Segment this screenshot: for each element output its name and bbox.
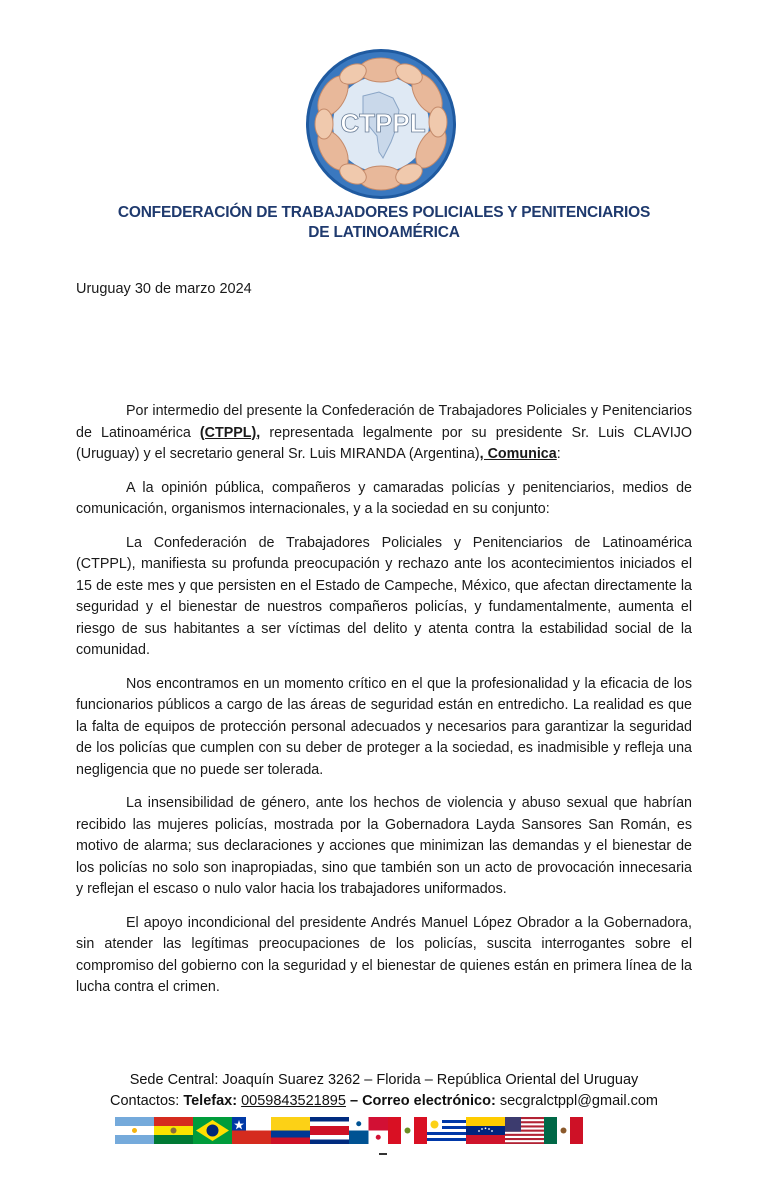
ctppl-logo <box>305 48 457 200</box>
letter-date: Uruguay 30 de marzo 2024 <box>76 281 252 297</box>
usa-flag <box>505 1117 544 1144</box>
paragraph: A la opinión pública, compañeros y camaradas policías y penitenciarios, medios de comunicación, organismos internacionales, y a la sociedad en su conjunto: <box>76 479 692 517</box>
argentina-flag <box>115 1117 154 1144</box>
intro-paragraph <box>76 401 692 466</box>
flags-row <box>115 1117 583 1145</box>
logo-text: CTPPL <box>340 108 426 138</box>
organization-title-line1: CONFEDERACIÓN DE TRABAJADORES POLICIALES Y PENITENCIARIOS <box>117 204 651 221</box>
intro-text-3: : <box>556 446 561 462</box>
paragraph: La Confederación de Trabajadores Policiales y Penitenciarios de Latinoamérica (CTPPL), manifiesta su profunda preocupación y rechazo ante los acontecimientos iniciados el 15 de este mes y que persisten en el Estado de Campeche, México, que afectan directamente la seguridad y el bienestar de nuestros compañeros policías, y fundamentalmente, aumenta el riesgo de sus habitantes a ser víctimas del delito y atenta contra la estabilidad social de la comunidad. <box>76 534 692 658</box>
panama-flag <box>349 1117 388 1144</box>
contacts-label: Contactos: <box>109 1093 184 1109</box>
intro-acronym: (CTPPL), <box>199 424 261 441</box>
venezuela-flag <box>466 1117 505 1144</box>
bolivia-flag <box>154 1117 193 1144</box>
chile-flag <box>232 1117 271 1144</box>
organization-title-line2: DE LATINOAMÉRICA <box>308 224 460 241</box>
colombia-flag <box>271 1117 310 1144</box>
footer-contacts <box>60 1093 708 1109</box>
page-mark <box>379 1153 387 1155</box>
paragraph: Nos encontramos en un momento crítico en el que la profesionalidad y la eficacia de los funcionarios públicos a cargo de las áreas de seguridad están en entredicho. La realidad es que la falta de equipos de protección personal adecuados y necesarios para garantizar la seguridad de los policías que cumplen con su deber de proteger a la sociedad, es inadmisible y refleja una negligencia que no puede ser tolerada. <box>76 675 692 778</box>
intro-comunica: , Comunica <box>479 446 557 462</box>
uruguay-flag <box>427 1117 466 1144</box>
email-label: Correo electrónico: <box>362 1093 496 1109</box>
organization-title <box>60 203 708 243</box>
telefax-number: 0059843521895 <box>241 1093 346 1109</box>
contacts-separator: – <box>345 1093 363 1109</box>
intro-text-2: representada legalmente por su presidente Sr. Luis CLAVIJO (Uruguay) y el secretario general Sr. Luis MIRANDA (Argentina) <box>76 424 692 462</box>
costa-rica-flag <box>310 1117 349 1144</box>
peru-flag <box>388 1117 427 1144</box>
mexico-flag <box>544 1117 583 1144</box>
paragraph: El apoyo incondicional del presidente Andrés Manuel López Obrador a la Gobernadora, sin atender las legítimas preocupaciones de los policías, suscita interrogantes sobre el compromiso del gobierno con la seguridad y el bienestar de quienes están en primera línea de la lucha contra el crimen. <box>76 914 692 995</box>
telefax-label: Telefax: <box>183 1093 238 1109</box>
email-address: secgralctppl@gmail.com <box>499 1093 659 1109</box>
letter-body <box>76 401 692 1011</box>
paragraph: La insensibilidad de género, ante los hechos de violencia y abuso sexual que habrían recibido las mujeres policías, mostrada por la Gobernadora Layda Sansores San Román, es motivo de alarma; sus declaraciones y acciones que minimizan las demandas y el bienestar de los policías no solo son inapropiadas, sino que también son un acto de provocación innecesaria y reflejan el escaso o nulo valor hacia los trabajadores uniformados. <box>76 795 692 897</box>
intro-text-1: Por intermedio del presente la Confederación de Trabajadores Policiales y Penitenciarios de Latinoamérica <box>76 403 692 441</box>
footer-address: Sede Central: Joaquín Suarez 3262 – Florida – República Oriental del Uruguay <box>129 1072 639 1088</box>
brazil-flag <box>193 1117 232 1144</box>
